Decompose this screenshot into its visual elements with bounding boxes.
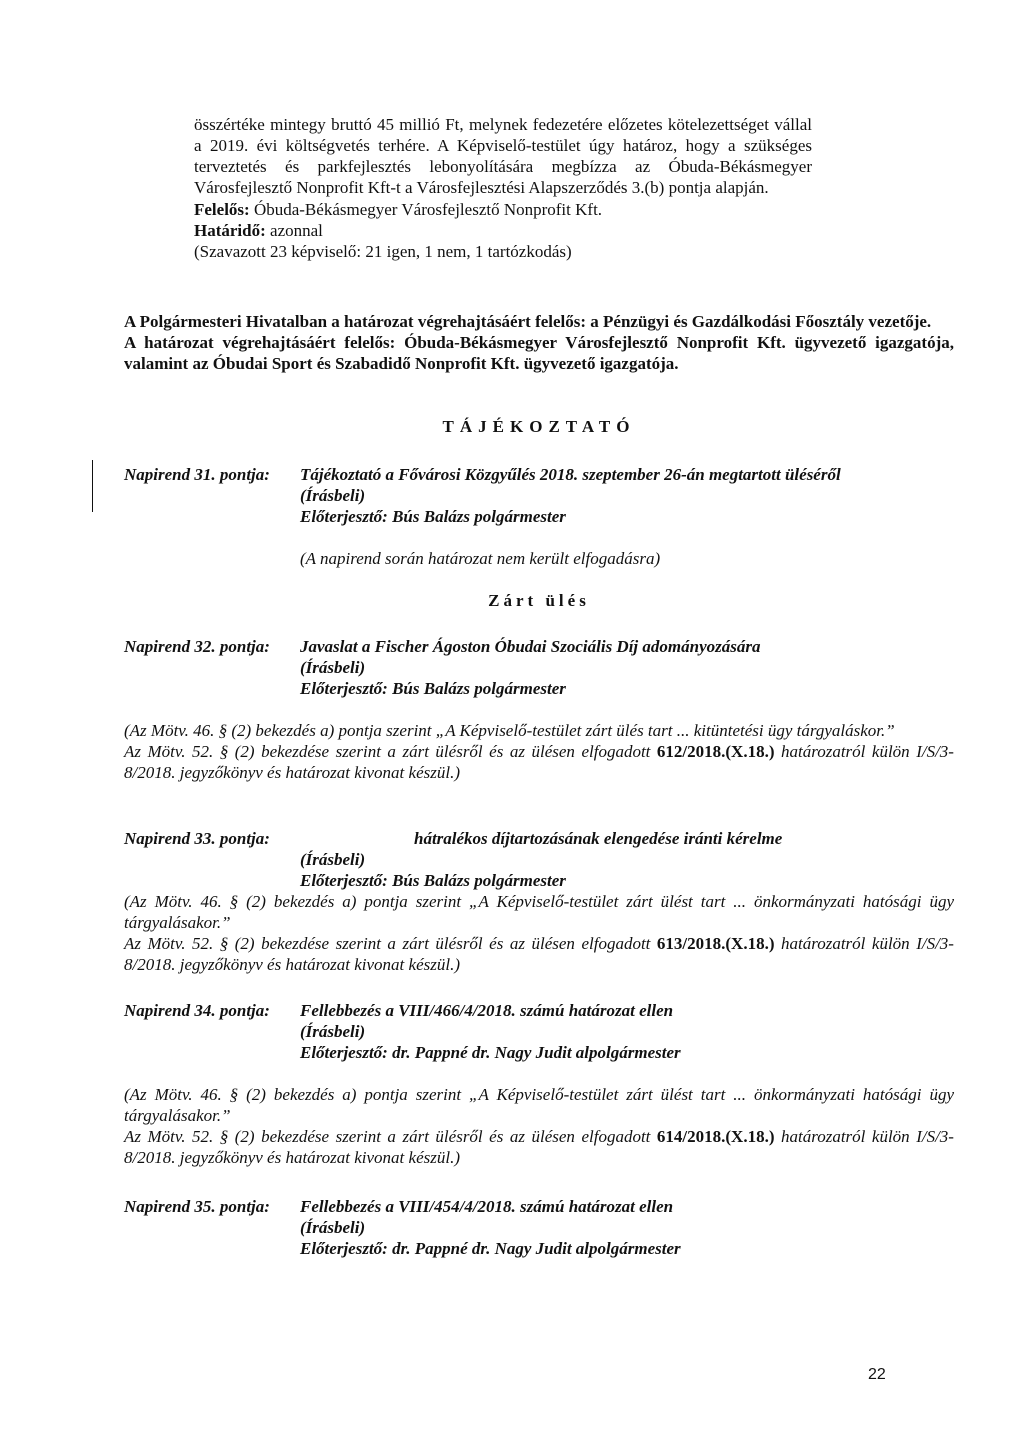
responsibility-section xyxy=(124,311,954,374)
legal-note-1: (Az Mötv. 46. § (2) bekezdés a) pontja szerint „A Képviselő-testület zárt ülés tart ... kitüntetési ügy tárgyaláskor.” xyxy=(124,721,895,740)
written-tag: (Írásbeli) xyxy=(300,1218,366,1237)
agenda-note: (A napirend során határozat nem került elfogadásra) xyxy=(300,549,661,568)
agenda-label: Napirend 34. pontja: xyxy=(124,1001,270,1020)
presenter: Előterjesztő: dr. Pappné dr. Nagy Judit alpolgármester xyxy=(300,1043,681,1062)
intro-section xyxy=(194,114,812,262)
agenda-item-33 xyxy=(124,828,954,975)
written-tag: (Írásbeli) xyxy=(300,486,366,505)
agenda-title: hátralékos díjtartozásának elengedése iránti kérelme xyxy=(414,829,783,848)
legal-note-2: Az Mötv. 52. § (2) bekezdése szerint a zárt ülésről és az ülésen elfogadott 613/2018.(X.18.) határozatról külön I/S/3-8/2018. jegyzőkönyv és határozat kivonat készül.) xyxy=(124,934,954,974)
responsibility-line-1: A Polgármesteri Hivatalban a határozat végrehajtásáért felelős: a Pénzügyi és Gazdálkodási Főosztály vezetője. xyxy=(124,312,932,331)
resolution-number: 613/2018.(X.18.) xyxy=(656,934,775,953)
legal-note-2: Az Mötv. 52. § (2) bekezdése szerint a zárt ülésről és az ülésen elfogadott 612/2018.(X.18.) határozatról külön I/S/3-8/2018. jegyzőkönyv és határozat kivonat készül.) xyxy=(124,742,954,782)
vote-result: (Szavazott 23 képviselő: 21 igen, 1 nem, 1 tartózkodás) xyxy=(194,242,572,261)
felelos-label: Felelős: xyxy=(194,200,250,219)
agenda-title: Javaslat a Fischer Ágoston Óbudai Szociális Díj adományozására xyxy=(300,637,761,656)
written-tag: (Írásbeli) xyxy=(300,1022,366,1041)
closed-session-heading-wrap xyxy=(124,590,954,611)
hatarido-value: azonnal xyxy=(265,221,323,240)
presenter: Előterjesztő: Bús Balázs polgármester xyxy=(300,679,566,698)
felelos-line xyxy=(194,199,812,220)
resolution-number: 614/2018.(X.18.) xyxy=(656,1127,775,1146)
agenda-label: Napirend 31. pontja: xyxy=(124,465,270,484)
responsibility-line-2: A határozat végrehajtásáért felelős: Óbuda-Békásmegyer Városfejlesztő Nonprofit Kft. ügyvezető igazgatója, valamint az Óbudai Sport és Szabadidő Nonprofit Kft. ügyvezető igazgatója. xyxy=(124,333,954,373)
agenda-item-32 xyxy=(124,636,954,783)
presenter: Előterjesztő: dr. Pappné dr. Nagy Judit alpolgármester xyxy=(300,1239,681,1258)
tajekoztato-heading-wrap xyxy=(124,416,954,437)
agenda-label: Napirend 33. pontja: xyxy=(124,829,270,848)
written-tag: (Írásbeli) xyxy=(300,850,366,869)
legal-note-2: Az Mötv. 52. § (2) bekezdése szerint a zárt ülésről és az ülésen elfogadott 614/2018.(X.18.) határozatról külön I/S/3-8/2018. jegyzőkönyv és határozat kivonat készül.) xyxy=(124,1127,954,1167)
felelos-value: Óbuda-Békásmegyer Városfejlesztő Nonprofit Kft. xyxy=(249,200,603,219)
margin-mark xyxy=(92,460,93,512)
closed-session-heading: Zárt ülés xyxy=(488,591,590,610)
page-number: 22 xyxy=(868,1366,886,1383)
presenter: Előterjesztő: Bús Balázs polgármester xyxy=(300,871,566,890)
agenda-item-35 xyxy=(124,1196,954,1259)
agenda-label: Napirend 32. pontja: xyxy=(124,637,270,656)
written-tag: (Írásbeli) xyxy=(300,658,366,677)
hatarido-line xyxy=(194,220,812,241)
agenda-label: Napirend 35. pontja: xyxy=(124,1197,270,1216)
agenda-title: Tájékoztató a Fővárosi Közgyűlés 2018. szeptember 26-án megtartott üléséről xyxy=(300,465,841,484)
resolution-number: 612/2018.(X.18.) xyxy=(656,742,775,761)
agenda-title: Fellebbezés a VIII/466/4/2018. számú határozat ellen xyxy=(300,1001,674,1020)
presenter: Előterjesztő: Bús Balázs polgármester xyxy=(300,507,566,526)
agenda-item-34 xyxy=(124,1000,954,1168)
hatarido-label: Határidő: xyxy=(194,221,266,240)
legal-note-1: (Az Mötv. 46. § (2) bekezdés a) pontja szerint „A Képviselő-testület zárt ülést tart ... önkormányzati hatósági ügy tárgyalásakor.” xyxy=(124,1085,954,1125)
agenda-item-31 xyxy=(124,464,954,569)
agenda-title: Fellebbezés a VIII/454/4/2018. számú határozat ellen xyxy=(300,1197,674,1216)
intro-paragraph: összértéke mintegy bruttó 45 millió Ft, melynek fedezetére előzetes kötelezettséget vállal a 2019. évi költségvetés terhére. A Képviselő-testület úgy határoz, hogy a szükséges terveztetés és parkfejlesztés lebonyolítására megbízza az Óbuda-Békásmegyer Városfejlesztő Nonprofit Kft-t a Városfejlesztési Alapszerződés 3.(b) pontja alapján. xyxy=(194,115,812,197)
tajekoztato-heading: TÁJÉKOZTATÓ xyxy=(442,417,636,436)
legal-note-1: (Az Mötv. 46. § (2) bekezdés a) pontja szerint „A Képviselő-testület zárt ülést tart ... önkormányzati hatósági ügy tárgyalásakor.” xyxy=(124,892,954,932)
